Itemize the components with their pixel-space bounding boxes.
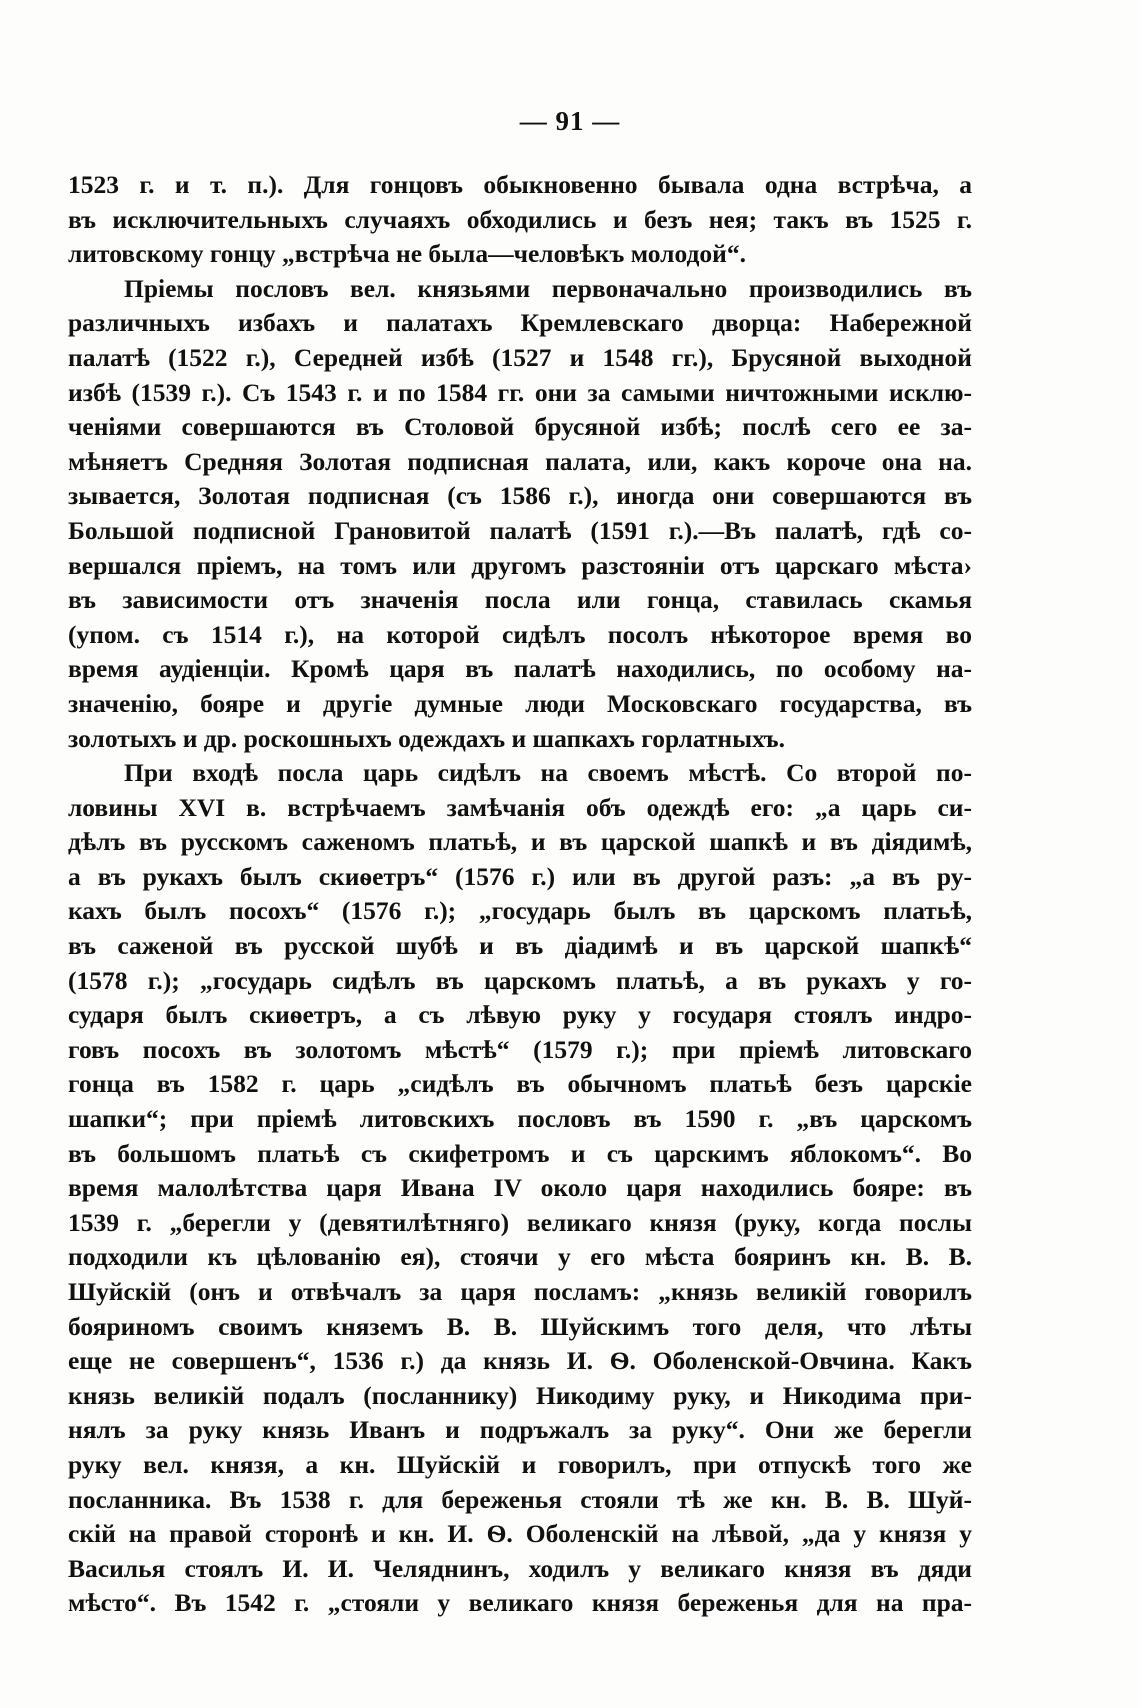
text-line: подходили къ цѣлованію ея), стоячи у его мѣста бояринъ кн. В. В. (68, 1242, 972, 1272)
text-line: Василья стоялъ И. И. Челяднинъ, ходилъ у великаго князя въ дяди (68, 1553, 972, 1583)
text-line: При входѣ посла царь сидѣлъ на своемъ мѣстѣ. Со второй по- (124, 758, 972, 788)
text-line: 1539 г. „берегли у (девятилѣтняго) великаго князя (руку, когда послы (68, 1207, 972, 1237)
text-line: бояриномъ своимъ княземъ В. В. Шуйскимъ того деля, что лѣты (68, 1311, 972, 1341)
text-line: въ саженой въ русской шубѣ и въ діадимѣ и въ царской шапкѣ“ (68, 931, 972, 961)
text-line: мѣняетъ Средняя Золотая подписная палата, или, какъ короче она на. (68, 446, 972, 476)
text-line: еще не совершенъ“, 1536 г.) да князь И. Ѳ. Оболенской-Овчина. Какъ (68, 1346, 972, 1376)
text-line: а въ рукахъ былъ скиѳетръ“ (1576 г.) или въ другой разъ: „а въ ру- (68, 861, 972, 891)
text-line: гонца въ 1582 г. царь „сидѣлъ въ обычномъ платьѣ безъ царскіе (68, 1069, 972, 1099)
text-line: кахъ былъ посохъ“ (1576 г.); „государь былъ въ царскомъ платьѣ, (68, 896, 972, 926)
text-line: шапки“; при пріемѣ литовскихъ пословъ въ 1590 г. „въ царскомъ (68, 1104, 972, 1134)
text-line: зывается, Золотая подписная (съ 1586 г.), иногда они совершаются въ (68, 481, 972, 511)
text-line: князь великій подалъ (посланнику) Никодиму руку, и Никодима при- (68, 1380, 972, 1410)
text-line: золотыхъ и др. роскошныхъ одеждахъ и шапкахъ горлатныхъ. (68, 723, 786, 753)
text-line: Большой подписной Грановитой палатѣ (1591 г.).—Въ палатѣ, гдѣ со- (68, 515, 972, 545)
body-text (68, 168, 972, 1621)
text-line: 1523 г. и т. п.). Для гонцовъ обыкновенно бывала одна встрѣча, а (68, 170, 972, 199)
text-line: значенію, бояре и другіе думные люди Московскаго государства, въ (68, 688, 972, 718)
text-line: палатѣ (1522 г.), Середней избѣ (1527 и 1548 гг.), Брусяной выходной (68, 342, 972, 372)
text-line: нялъ за руку князь Иванъ и подръжалъ за руку“. Они же берегли (68, 1415, 972, 1445)
text-line: въ большомъ платьѣ съ скифетромъ и съ царскимъ яблокомъ“. Во (68, 1138, 972, 1168)
text-line: руку вел. князя, а кн. Шуйскій и говорилъ, при отпускѣ того же (68, 1449, 972, 1479)
text-line: вершался пріемъ, на томъ или другомъ разстояніи отъ царскаго мѣста› (68, 550, 972, 580)
text-line: избѣ (1539 г.). Съ 1543 г. и по 1584 гг. они за самыми ничтожными исклю- (68, 377, 972, 407)
text-line: Шуйскій (онъ и отвѣчалъ за царя посламъ: „князь великій говорилъ (68, 1277, 972, 1306)
text-line: сударя былъ скиѳетръ, а съ лѣвую руку у государя стоялъ индро- (68, 1000, 972, 1030)
text-line: литовскому гонцу „встрѣча не была—человѣкъ молодой“. (68, 239, 746, 269)
text-line: ченіями совершаются въ Столовой брусяной избѣ; послѣ сего ее за- (68, 412, 972, 442)
text-line: ловины XVI в. встрѣчаемъ замѣчанія объ одеждѣ его: „а царь си- (68, 792, 972, 822)
text-line: въ зависимости отъ значенія посла или гонца, ставилась скамья (68, 585, 972, 615)
text-line: время малолѣтства царя Ивана IV около царя находились бояре: въ (68, 1173, 972, 1203)
text-line: время аудіенціи. Кромѣ царя въ палатѣ находились, по особому на- (68, 654, 972, 684)
text-line: въ исключительныхъ случаяхъ обходились и безъ нея; такъ въ 1525 г. (68, 204, 972, 234)
text-line: Пріемы пословъ вел. князьями первоначально производились въ (124, 273, 972, 303)
text-line: скій на правой сторонѣ и кн. И. Ѳ. Оболенскій на лѣвой, „да у князя у (68, 1519, 972, 1549)
text-line: различныхъ избахъ и палатахъ Кремлевскаго дворца: Набережной (68, 308, 972, 338)
text-line: (упом. съ 1514 г.), на которой сидѣлъ посолъ нѣкоторое время во (68, 619, 972, 649)
text-line: посланника. Въ 1538 г. для береженья стояли тѣ же кн. В. В. Шуй- (68, 1484, 972, 1514)
text-line: говъ посохъ въ золотомъ мѣстѣ“ (1579 г.); при пріемѣ литовскаго (68, 1034, 972, 1064)
text-line: мѣсто“. Въ 1542 г. „стояли у великаго князя береженья для на пра- (68, 1588, 972, 1618)
text-line: дѣлъ въ русскомъ саженомъ платьѣ, и въ царской шапкѣ и въ діядимѣ, (68, 827, 972, 857)
page-number: — 91 — (519, 106, 621, 136)
text-line: (1578 г.); „государь сидѣлъ въ царскомъ платьѣ, а въ рукахъ у го- (68, 965, 972, 995)
